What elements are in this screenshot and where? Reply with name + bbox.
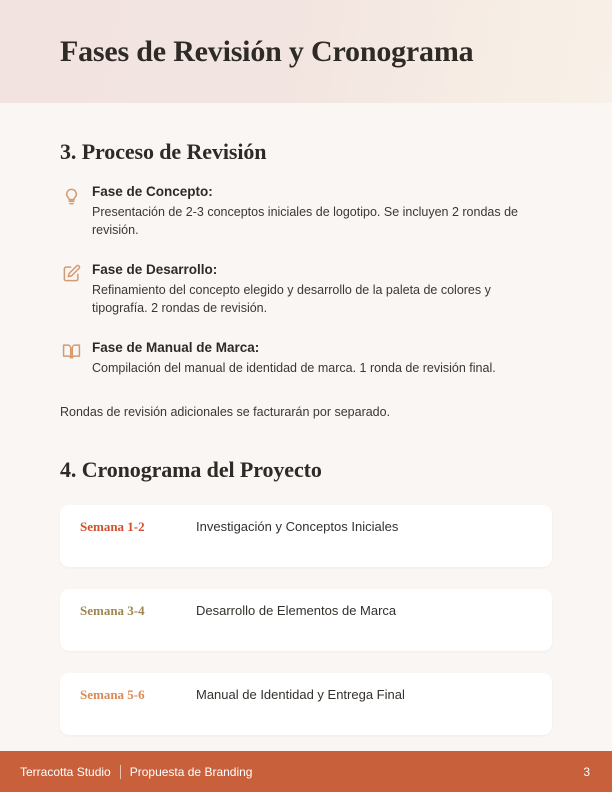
timeline-label: Desarrollo de Elementos de Marca bbox=[196, 603, 397, 619]
timeline-week: Semana 1-2 bbox=[80, 519, 145, 535]
timeline-list bbox=[60, 505, 552, 735]
phase-description: Refinamiento del concepto elegido y desarrollo de la paleta de colores y tipografía. 2 rondas de revisión. bbox=[92, 283, 491, 316]
phase-description: Presentación de 2-3 conceptos iniciales de logotipo. Se incluyen 2 rondas de revisión. bbox=[92, 205, 518, 238]
timeline-week: Semana 5-6 bbox=[80, 687, 145, 703]
revision-note: Rondas de revisión adicionales se facturarán por separado. bbox=[60, 405, 391, 420]
page-footer bbox=[0, 751, 612, 792]
edit-pencil-icon bbox=[60, 263, 82, 285]
page-header bbox=[0, 0, 612, 103]
phase-title: Fase de Concepto: bbox=[92, 184, 213, 199]
footer-document-name: Propuesta de Branding bbox=[129, 764, 253, 779]
phase-title: Fase de Manual de Marca: bbox=[92, 339, 260, 355]
phase-title: Fase de Desarrollo: bbox=[92, 261, 218, 277]
timeline-card bbox=[60, 589, 552, 651]
footer-studio-name: Terracotta Studio bbox=[20, 764, 111, 779]
phase-item-desarrollo bbox=[60, 261, 552, 318]
phase-description: Compilación del manual de identidad de marca. 1 ronda de revisión final. bbox=[92, 361, 496, 376]
page-number: 3 bbox=[583, 764, 590, 779]
timeline-card bbox=[60, 673, 552, 735]
phase-item-concepto bbox=[60, 183, 552, 240]
phase-body bbox=[92, 339, 552, 378]
phase-list bbox=[60, 183, 552, 378]
footer-text bbox=[20, 765, 252, 779]
section-heading-revision: 3. Proceso de Revisión bbox=[60, 139, 267, 164]
phase-item-manual-de-marca bbox=[60, 339, 552, 378]
section-heading-cronograma: 4. Cronograma del Proyecto bbox=[60, 457, 322, 483]
lightbulb-icon bbox=[60, 185, 82, 207]
phase-body bbox=[92, 183, 552, 240]
timeline-card bbox=[60, 505, 552, 567]
phase-body bbox=[92, 261, 552, 318]
timeline-label: Investigación y Conceptos Iniciales bbox=[196, 519, 399, 535]
page-title: Fases de Revisión y Cronograma bbox=[60, 35, 474, 68]
page-content bbox=[0, 103, 612, 735]
open-book-icon bbox=[60, 341, 82, 363]
footer-separator bbox=[120, 765, 121, 779]
timeline-week: Semana 3-4 bbox=[80, 603, 145, 619]
timeline-label: Manual de Identidad y Entrega Final bbox=[196, 687, 405, 703]
